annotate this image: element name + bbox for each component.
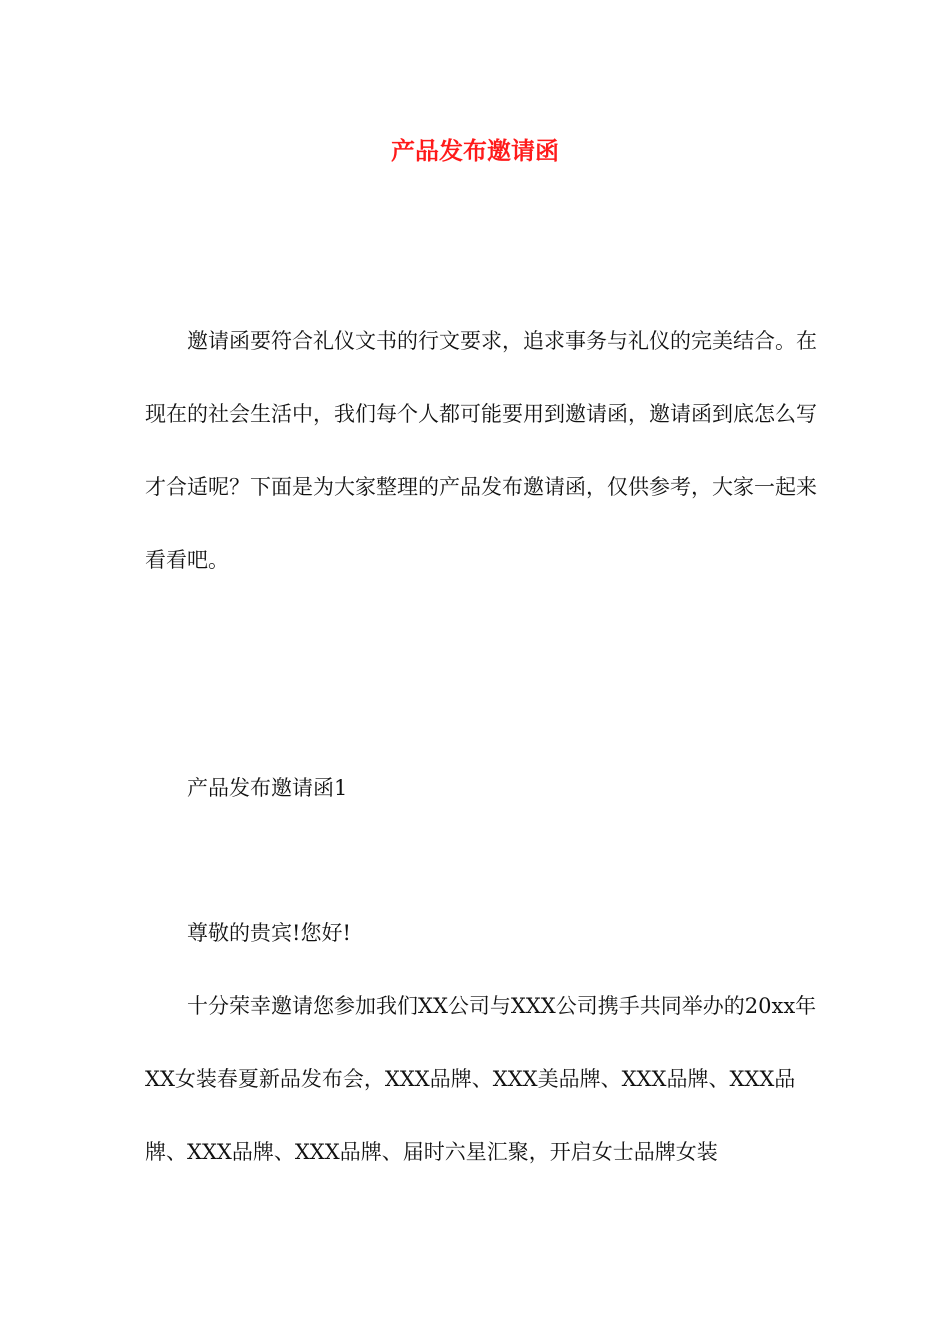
document-title: 产品发布邀请函 xyxy=(391,136,559,165)
section-heading: 产品发布邀请函1 xyxy=(187,776,348,800)
body-paragraph: 十分荣幸邀请您参加我们XX公司与XXX公司携手共同举办的20xx年XX女装春夏新品发布会，XXX品牌、XXX美品牌、XXX品牌、XXX品牌、XXX品牌、XXX品牌、届时六星汇聚，开启女士品牌女装 xyxy=(145,994,817,1164)
greeting-line: 尊敬的贵宾!您好! xyxy=(187,921,351,945)
intro-paragraph: 邀请函要符合礼仪文书的行文要求，追求事务与礼仪的完美结合。在现在的社会生活中，我们每个人都可能要用到邀请函，邀请函到底怎么写才合适呢？下面是为大家整理的产品发布邀请函，仅供参考，大家一起来看看吧。 xyxy=(145,329,817,572)
